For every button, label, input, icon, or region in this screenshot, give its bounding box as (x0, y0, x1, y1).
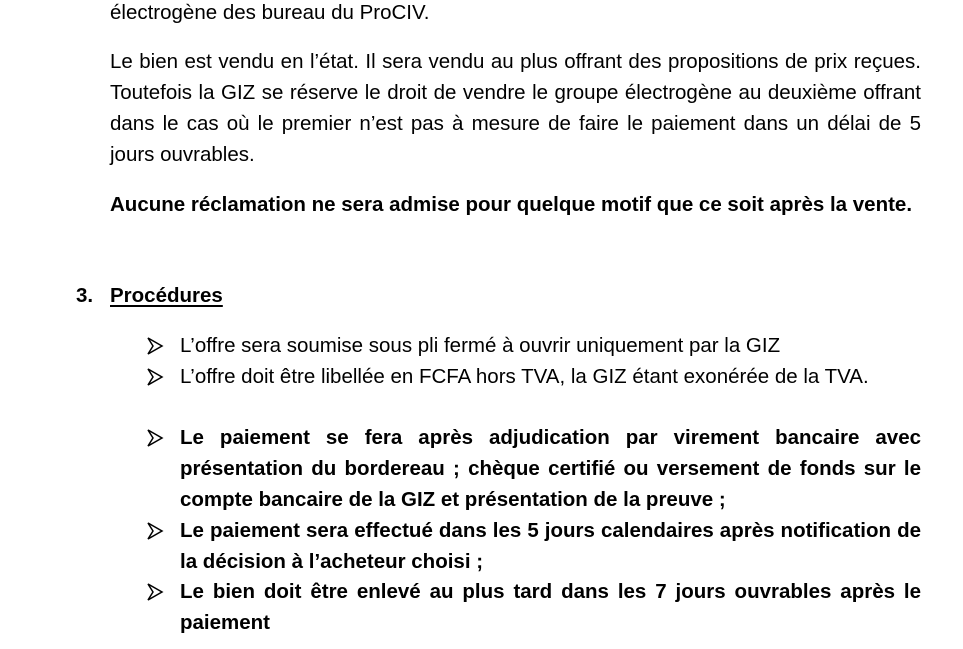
sale-conditions-paragraph: Le bien est vendu en l’état. Il sera vendu au plus offrant des propositions de prix reçues. Toutefois la GIZ se réserve le droit de vendre le groupe électrogène au deuxième offrant dans le cas où le premier n’est pas à mesure de faire le paiement dans un délai de 5 jours ouvrables. (110, 50, 921, 166)
procedure-item-sealed-offer: L’offre sera soumise sous pli fermé à ouvrir uniquement par la GIZ (180, 334, 781, 357)
procedure-item-payment-deadline: Le paiement sera effectué dans les 5 jours calendaires après notification de la décision à l’acheteur choisi ; (180, 519, 921, 573)
arrowhead-bullet-icon (146, 583, 164, 601)
arrowhead-bullet-icon (146, 429, 164, 447)
arrowhead-bullet-icon (146, 522, 164, 540)
no-claims-paragraph: Aucune réclamation ne sera admise pour quelque motif que ce soit après la vente. (110, 193, 913, 216)
arrowhead-bullet-icon (146, 368, 164, 386)
arrowhead-bullet-icon (146, 337, 164, 355)
procedure-item-payment-method: Le paiement se fera après adjudication par virement bancaire avec présentation du bordereau ; chèque certifié ou versement de fonds sur le compte bancaire de la GIZ et présentation de la preuve ; (180, 426, 921, 511)
procedure-item-pickup: Le bien doit être enlevé au plus tard dans les 7 jours ouvrables après le paiement (180, 580, 921, 634)
continued-text-fragment: électrogène des bureau du ProCIV. (110, 1, 430, 24)
section-title: Procédures (110, 284, 223, 307)
section-heading (76, 282, 223, 310)
procedure-item-currency: L’offre doit être libellée en FCFA hors TVA, la GIZ étant exonérée de la TVA. (180, 365, 869, 388)
section-number: 3. (76, 284, 94, 307)
